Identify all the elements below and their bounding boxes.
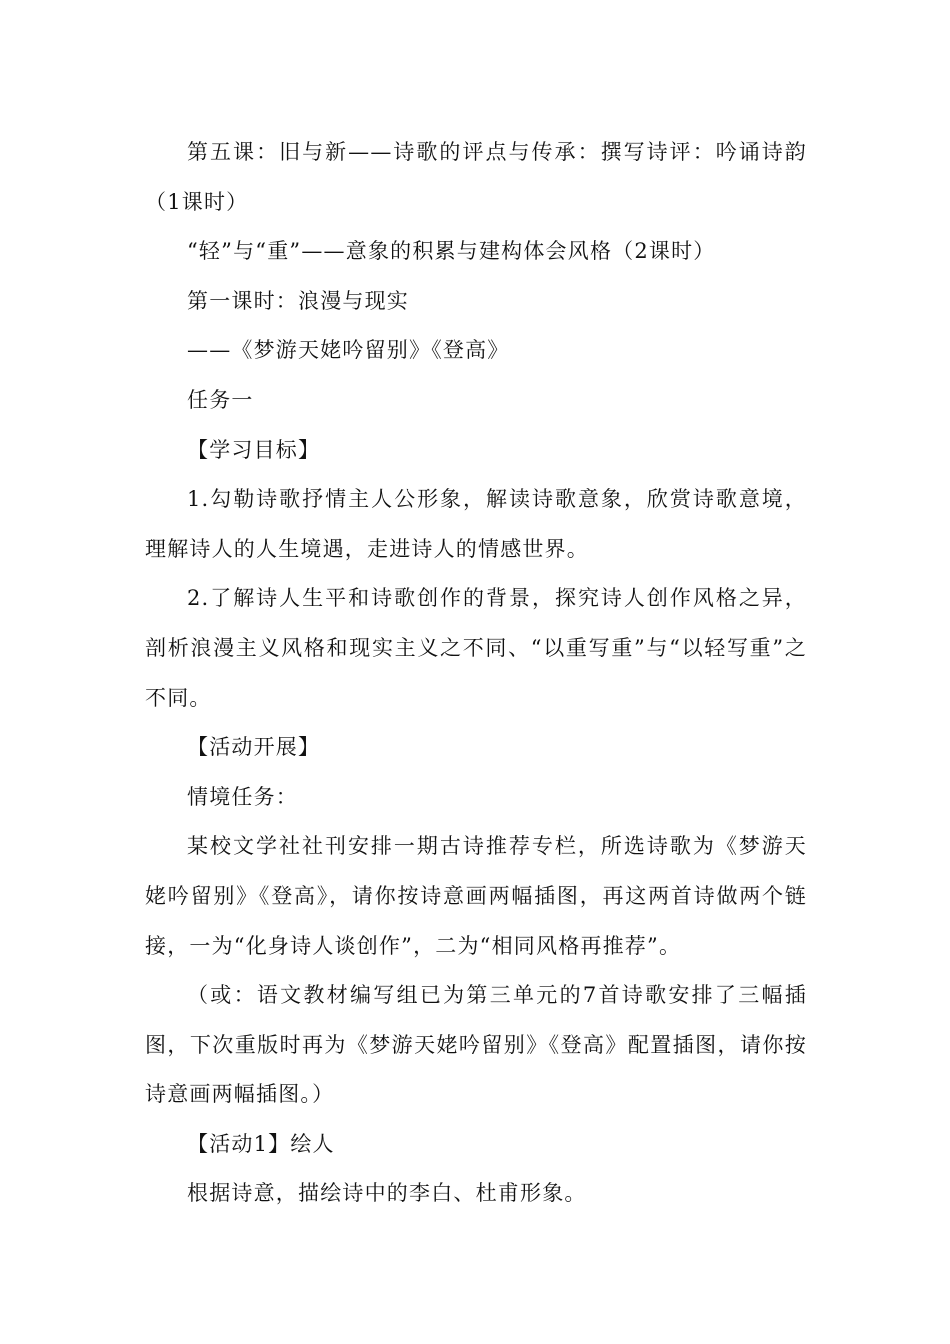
paragraph-task-one: 任务一 [187,387,254,412]
paragraph-situational-task: 情境任务： [187,784,298,809]
paragraph-light-heavy-theme: “轻”与“重”——意象的积累与建构体会风格（2课时） [187,239,716,264]
paragraph-task-description: 某校文学社社刊安排一期古诗推荐专栏，所选诗歌为《梦游天姥吟留别》《登高》，请你按诗意画两幅插图，再这两首诗做两个链接，一为“化身诗人谈创作”，二为“相同风格再推荐”。 [145,834,807,958]
heading-learning-objectives: 【学习目标】 [187,437,321,462]
paragraph-first-period: 第一课时：浪漫与现实 [187,288,409,313]
paragraph-poem-titles: ——《梦游天姥吟留别》《登高》 [187,338,510,363]
paragraph-lesson-five: 第五课：旧与新——诗歌的评点与传承：撰写诗评：吟诵诗韵（1课时） [145,140,807,214]
heading-activity-development: 【活动开展】 [187,735,321,760]
paragraph-activity-one-description: 根据诗意，描绘诗中的李白、杜甫形象。 [187,1181,587,1206]
objective-item-1: 1.勾勒诗歌抒情主人公形象，解读诗歌意象，欣赏诗歌意境，理解诗人的人生境遇，走进诗人的情感世界。 [145,487,807,561]
document-body [145,128,807,1219]
paragraph-alternative-task: （或：语文教材编写组已为第三单元的7首诗歌安排了三幅插图，下次重版时再为《梦游天姥吟留别》《登高》配置插图，请你按诗意画两幅插图。） [145,983,807,1107]
objective-item-2: 2.了解诗人生平和诗歌创作的背景，探究诗人创作风格之异，剖析浪漫主义风格和现实主义之不同、“以重写重”与“以轻写重”之不同。 [145,586,807,710]
heading-activity-one: 【活动1】绘人 [187,1131,335,1156]
